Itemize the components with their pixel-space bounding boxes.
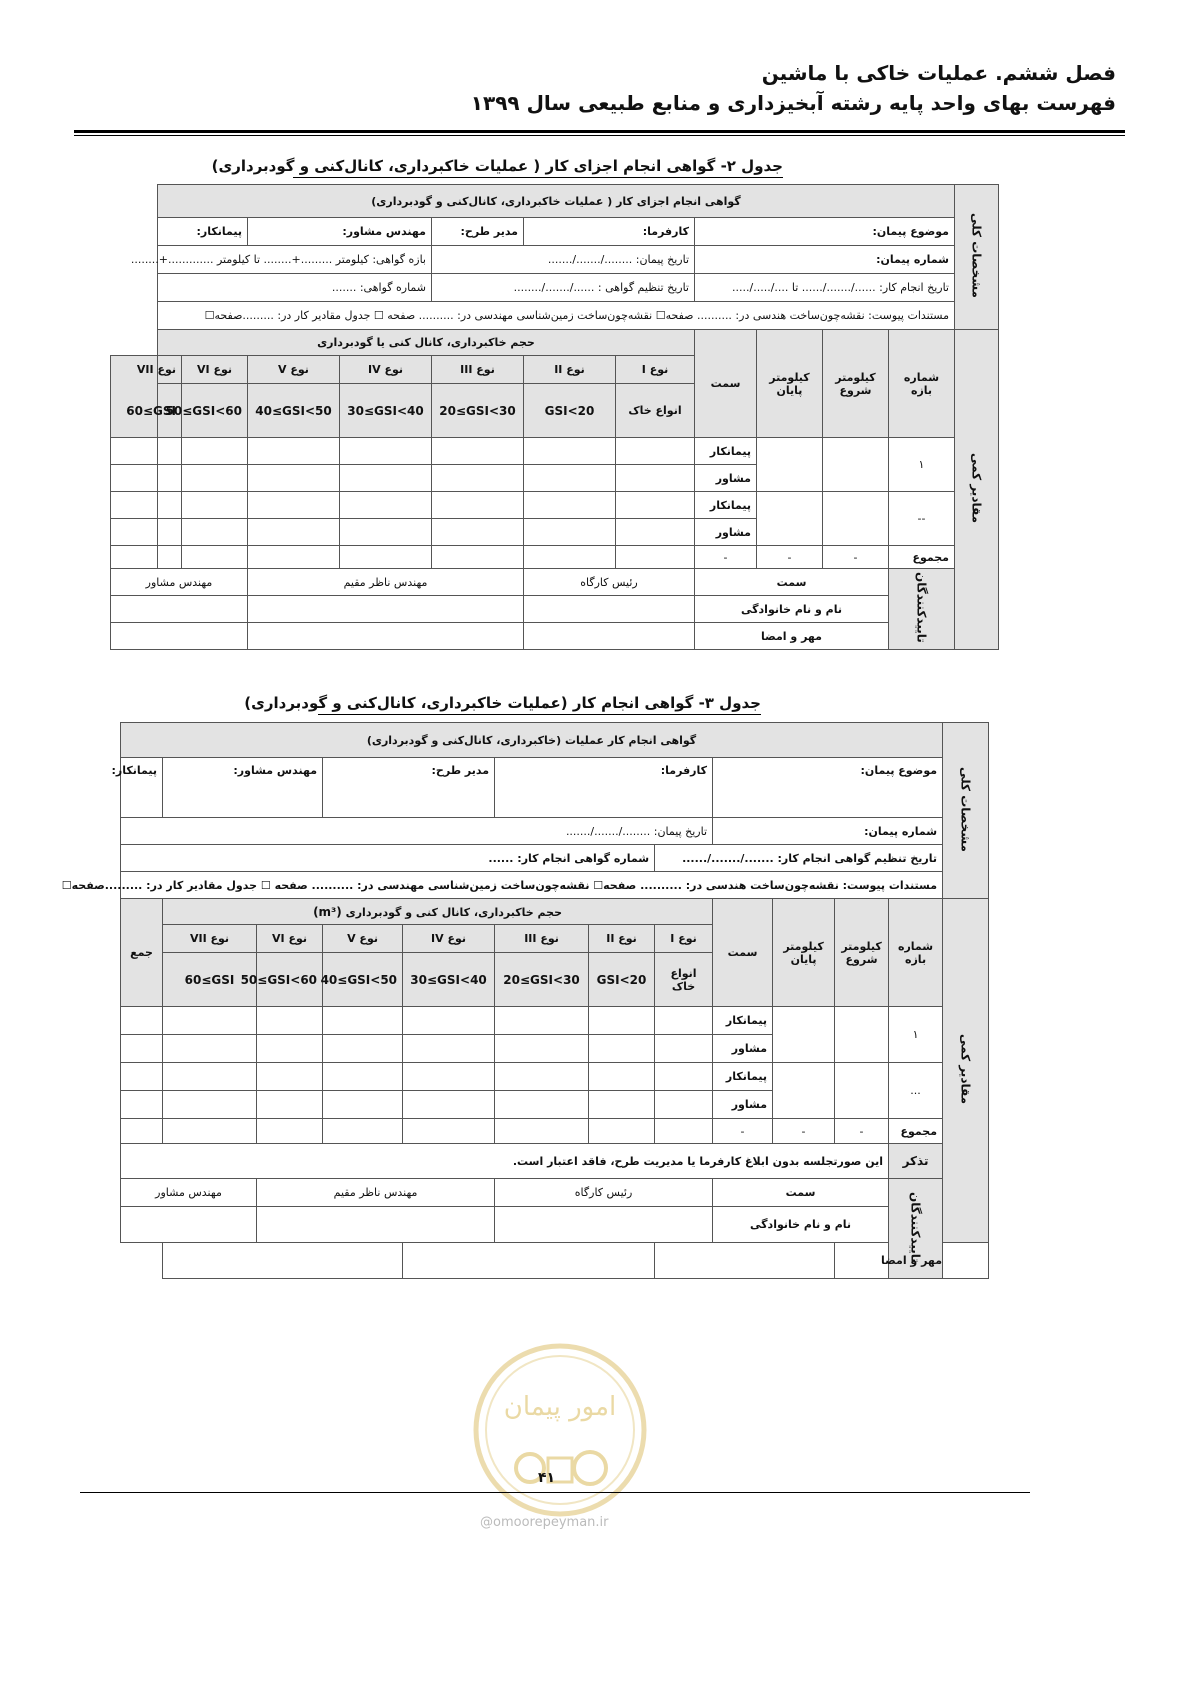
table2-project-manager: مدیر طرح: [432,218,524,246]
table-row [111,438,999,465]
table3-contract-number: شماره پیمان: [713,818,943,845]
table2-total-km-start: - [823,546,889,569]
table3-side-quantities: مقادیر کمی [943,899,989,1243]
table3-contractor-row: پیمانکار [713,1007,773,1035]
table3-type-1: نوع I [655,925,713,953]
table3-type-7: نوع VII [163,925,257,953]
table3-gsi-2: 20≤GSI<30 [495,953,589,1007]
table2-approver-position: سمت [695,569,889,596]
table2-gsi-2: 20≤GSI<30 [432,384,524,438]
table2-type-2: نوع II [524,356,616,384]
table3-approver-name: نام و نام خانوادگی [713,1207,889,1243]
table3-type-3: نوع III [495,925,589,953]
table-row [121,1007,989,1035]
table2-consultant-row-2: مشاور [695,519,757,546]
table3-certificate-number: شماره گواهی انجام کار: ...... [121,845,655,872]
table2-type-3: نوع III [432,356,524,384]
table3-contractor-row-2: پیمانکار [713,1063,773,1091]
table3-consultant-engineer: مهندس مشاور: [163,758,323,818]
table2-col-side: سمت [695,330,757,438]
table3-approver-site-head: رئیس کارگاه [495,1179,713,1207]
table3-gsi-6: 60≤GSI [163,953,257,1007]
table3-approver-consultant: مهندس مشاور [121,1179,257,1207]
table2-gsi-4: 40≤GSI<50 [248,384,340,438]
table3-range-2: ... [889,1063,943,1119]
table2 [110,184,999,650]
table2-type-4: نوع IV [340,356,432,384]
page-header [471,58,1116,118]
table3-side-approvers: تاییدکنندگان [889,1179,943,1279]
header-rule-thick [74,130,1125,133]
table2-side-general: مشخصات کلی [955,185,999,330]
table2-type-5: نوع V [248,356,340,384]
table3-attachments: مستندات پیوست: نقشه‌چون‌ساخت هندسی در: .......... صفحه☐ نقشه‌چون‌ساخت زمین‌شناسی مهندسی در: .......... صفحه ☐ جدول مقادیر کار در: .........صفحه☐ [121,872,943,899]
watermark-text: @omoorepeyman.ir [480,1515,609,1530]
table3-total: مجموع [889,1119,943,1144]
table2-consultant-engineer: مهندس مشاور: [248,218,432,246]
table2-approver-name: نام و نام خانوادگی [695,596,889,623]
table2-contract-number: شماره پیمان: [695,246,955,274]
table2-type-7: نوع VII [157,356,181,384]
table2-total-row [111,546,999,569]
table2-side-approvers: تاییدکنندگان [889,569,955,650]
table3-gsi-1: GSI<20 [589,953,655,1007]
table2-approver-site-head: رئیس کارگاه [524,569,695,596]
table2-contract-date: تاریخ پیمان: ......../......./....... [432,246,695,274]
table2-gsi-3: 30≤GSI<40 [340,384,432,438]
table3-contractor: پیمانکار: [121,758,163,818]
table2-type-6: نوع VI [182,356,248,384]
table3-col-range-no: شماره بازه [889,899,943,1007]
table3-approver-position: سمت [713,1179,889,1207]
table3-contract-date: تاریخ پیمان: ......../......./....... [121,818,713,845]
table2-certificate-range: بازه گواهی: کیلومتر .........+........ تا کیلومتر .............+........ [157,246,431,274]
table3-approver-resident: مهندس ناظر مقیم [257,1179,495,1207]
table-row [111,492,999,519]
table-row [121,1063,989,1091]
table3-gsi-3: 30≤GSI<40 [403,953,495,1007]
table2-approver-resident: مهندس ناظر مقیم [248,569,524,596]
table3-consultant-row: مشاور [713,1035,773,1063]
table2-attachments: مستندات پیوست: نقشه‌چون‌ساخت هندسی در: .......... صفحه☐ نقشه‌چون‌ساخت زمین‌شناسی مهندسی در: .......... صفحه ☐ جدول مقادیر کار در: .........صفحه☐ [157,302,954,330]
table3-caption: جدول ۳- گواهی انجام کار (عملیات خاکبرداری، کانال‌کنی و گودبرداری) [318,694,761,715]
table3-title: گواهی انجام کار عملیات (خاکبرداری، کانال‌کنی و گودبرداری) [121,723,943,758]
page-number: ۴۱ [538,1470,556,1486]
table2-side-quantities: مقادیر کمی [955,330,999,650]
table2-contract-subject: موضوع پیمان: [695,218,955,246]
table3-range-1: ۱ [889,1007,943,1063]
table2-types-label: انواع خاک [616,384,695,438]
table3-type-2: نوع II [589,925,655,953]
table2-col-km-end: کیلومتر پایان [757,330,823,438]
table3-employer: کارفرما: [495,758,713,818]
table2-total: مجموع [889,546,955,569]
table2-total-side: - [695,546,757,569]
table3-issue-date: تاریخ تنظیم گواهی انجام کار: ......./......./...... [655,845,943,872]
table2-col-km-start: کیلومتر شروع [823,330,889,438]
table3-total-km-start: - [835,1119,889,1144]
table3-side-general: مشخصات کلی [943,723,989,899]
table2-title: گواهی انجام اجزای کار ( عملیات خاکبرداری، کانال‌کنی و گودبرداری) [157,185,954,218]
table3-project-manager: مدیر طرح: [323,758,495,818]
table3-total-side: - [713,1119,773,1144]
table3-side-note: تذکر [889,1144,943,1179]
table3-gsi-5: 50≤GSI<60 [257,953,323,1007]
table2-gsi-5: 50≤GSI<60 [182,384,248,438]
seal-logo-icon [470,1340,650,1520]
table3-col-km-end: کیلومتر پایان [773,899,835,1007]
table3-type-5: نوع V [323,925,403,953]
table2-contractor: پیمانکار: [157,218,247,246]
table2-total-km-end: - [757,546,823,569]
table3-total-row [121,1119,989,1144]
table3-type-6: نوع VI [257,925,323,953]
table3-consultant-row-2: مشاور [713,1091,773,1119]
table2-work-date: تاریخ انجام کار: ....../......./...... تا ..../...../..... [695,274,955,302]
table3-volume-header: حجم خاکبرداری، کانال کنی و گودبرداری (m³) [163,899,713,925]
table2-gsi-6: 60≤GSI [157,384,181,438]
table3-types-label: انواع خاک [655,953,713,1007]
table2-volume-header: حجم خاکبرداری، کانال کنی یا گودبرداری [157,330,694,356]
table2-type-1: نوع I [616,356,695,384]
table2-employer: کارفرما: [524,218,695,246]
table3-volume-unit: (m³) [313,904,342,919]
table2-consultant-row: مشاور [695,465,757,492]
table3-type-4: نوع IV [403,925,495,953]
table3-total-km-end: - [773,1119,835,1144]
table3-col-total: جمع [121,899,163,1007]
chapter-title: فصل ششم. عملیات خاکی با ماشین [761,61,1116,85]
table3-col-side: سمت [713,899,773,1007]
table2-issue-date: تاریخ تنظیم گواهی : ....../......./........ [432,274,695,302]
table2-contractor-row-2: پیمانکار [695,492,757,519]
table2-range-1: ۱ [889,438,955,492]
table2-approver-sign: مهر و امضا [695,623,889,650]
header-rule-thin [74,135,1125,136]
table2-certificate-number: شماره گواهی: ....... [157,274,431,302]
table2-col-range-no: شماره بازه [889,330,955,438]
footer-rule [80,1492,1030,1493]
table3-col-km-start: کیلومتر شروع [835,899,889,1007]
svg-text:امور پیمان: امور پیمان [503,1392,617,1422]
table3-note-text: این صورتجلسه بدون ابلاغ کارفرما یا مدیریت طرح، فاقد اعتبار است. [121,1144,889,1179]
table2-range-2: -- [889,492,955,546]
table2-contractor-row: پیمانکار [695,438,757,465]
table2-gsi-1: GSI<20 [524,384,616,438]
price-list-title: فهرست بهای واحد پایه رشته آبخیزداری و منابع طبیعی سال ۱۳۹۹ [470,91,1116,115]
table3-gsi-4: 40≤GSI<50 [323,953,403,1007]
table2-approver-consultant: مهندس مشاور [111,569,248,596]
table3-approver-sign: مهر و امضا [835,1243,989,1279]
table3 [61,722,989,1279]
table3-contract-subject: موضوع پیمان: [713,758,943,818]
table2-caption: جدول ۲- گواهی انجام اجزای کار ( عملیات خاکبرداری، کانال‌کنی و گودبرداری) [293,157,783,178]
